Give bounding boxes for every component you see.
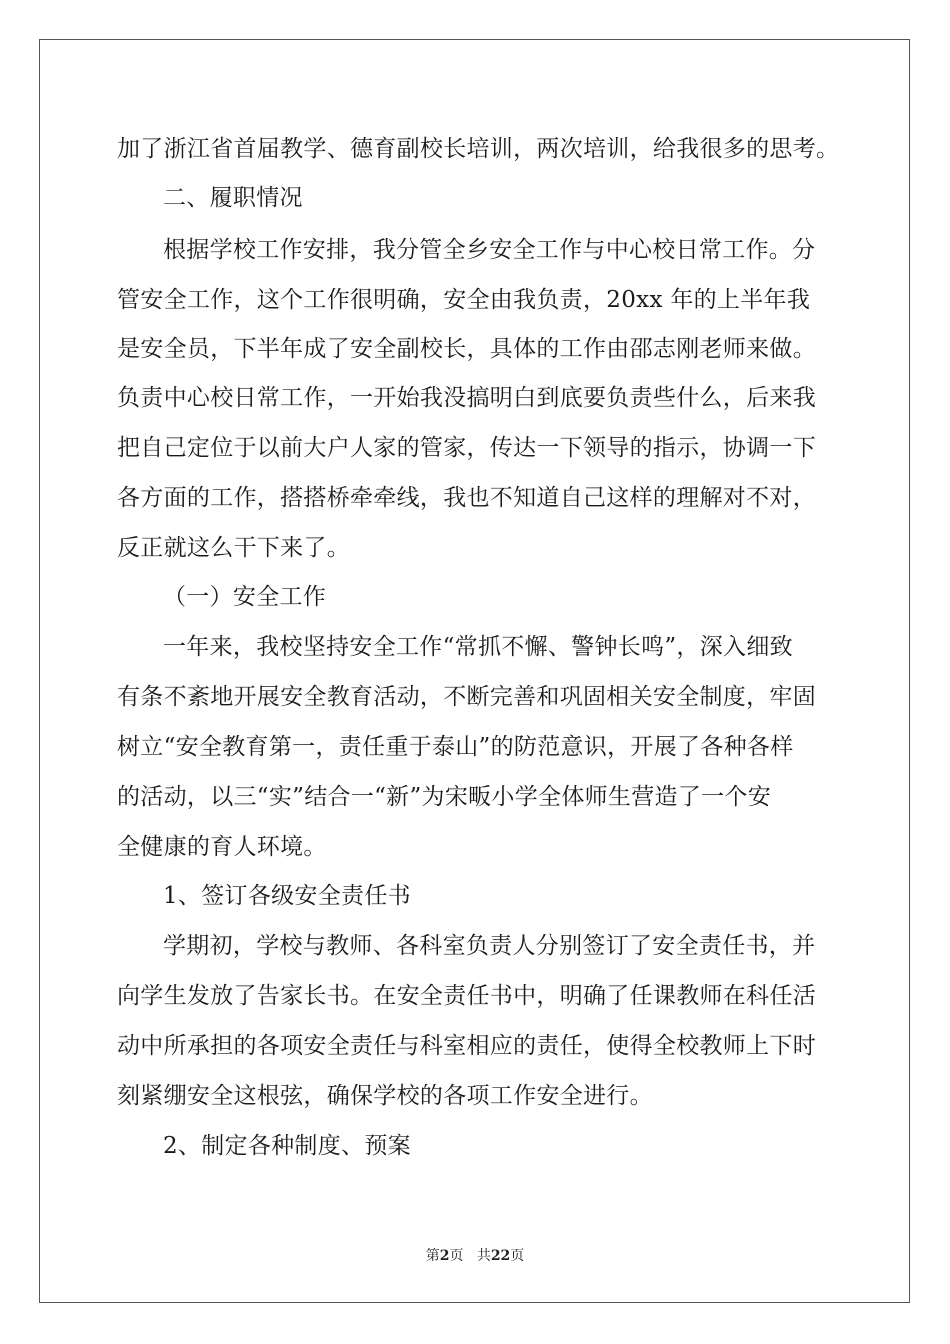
text-line: 是安全员，下半年成了安全副校长，具体的工作由邵志刚老师来做。: [117, 336, 816, 362]
text-line: 全健康的育人环境。: [117, 834, 327, 860]
page-unit: 页: [449, 1248, 464, 1264]
page-border: [39, 39, 910, 1303]
total-prefix: 共: [476, 1248, 491, 1264]
page-prefix: 第: [425, 1248, 440, 1264]
text-line: 动中所承担的各项安全责任与科室相应的责任，使得全校教师上下时: [117, 1033, 816, 1059]
text-line: 学期初，学校与教师、各科室负责人分别签订了安全责任书，并: [163, 933, 816, 959]
text-line: 加了浙江省首届教学、德育副校长培训，两次培训，给我很多的思考。: [117, 136, 840, 162]
text-line: 各方面的工作，搭搭桥牵牵线，我也不知道自己这样的理解对不对，: [117, 485, 816, 511]
text-line: 向学生发放了告家长书。在安全责任书中，明确了任课教师在科任活: [117, 983, 816, 1009]
text-line: 管安全工作，这个工作很明确，安全由我负责，20xx 年的上半年我: [117, 287, 811, 313]
current-page-number: 2: [439, 1248, 450, 1264]
item-heading: 2、制定各种制度、预案: [163, 1133, 411, 1159]
text-line: 的活动，以三“实”结合一“新”为宋畈小学全体师生营造了一个安: [117, 784, 772, 810]
text-line: 刻紧绷安全这根弦，确保学校的各项工作安全进行。: [117, 1083, 653, 1109]
total-pages-number: 22: [490, 1248, 511, 1264]
text-line: 一年来，我校坚持安全工作“常抓不懈、警钟长鸣”，深入细致: [163, 634, 793, 660]
subsection-heading: （一）安全工作: [163, 584, 327, 610]
page-footer: [0, 1247, 950, 1265]
text-line: 树立“安全教育第一，责任重于泰山”的防范意识，开展了各种各样: [117, 734, 794, 760]
item-heading: 1、签订各级安全责任书: [163, 883, 411, 909]
text-line: 反正就这么干下来了。: [117, 535, 350, 561]
text-line: 有条不紊地开展安全教育活动，不断完善和巩固相关安全制度，牢固: [117, 684, 816, 710]
text-line: 把自己定位于以前大户人家的管家，传达一下领导的指示，协调一下: [117, 435, 816, 461]
text-line: 负责中心校日常工作，一开始我没搞明白到底要负责些什么，后来我: [117, 385, 816, 411]
section-heading: 二、履职情况: [163, 185, 303, 211]
text-line: 根据学校工作安排，我分管全乡安全工作与中心校日常工作。分: [163, 237, 816, 263]
total-unit: 页: [510, 1248, 525, 1264]
